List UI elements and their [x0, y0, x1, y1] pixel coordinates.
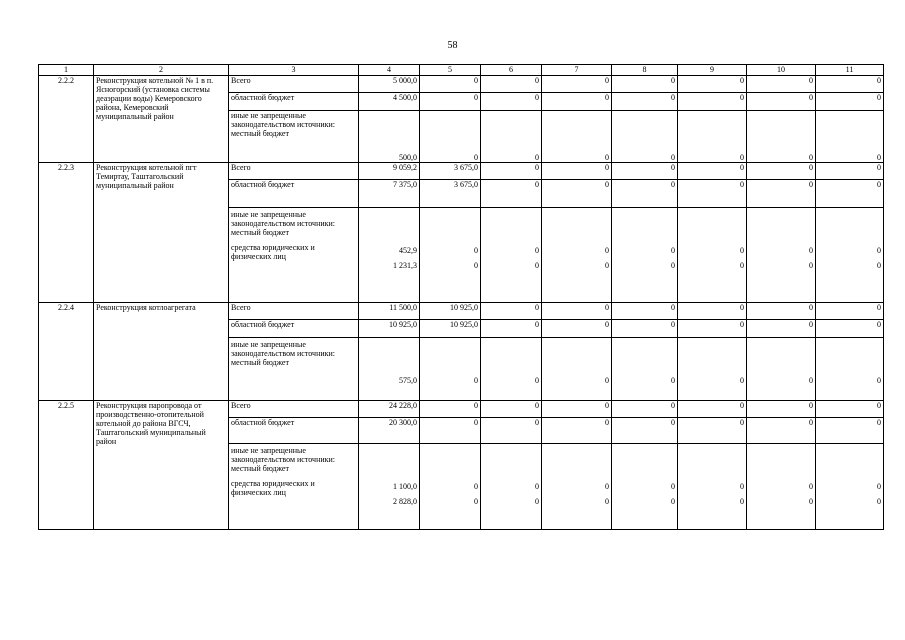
value-cell: 0: [420, 111, 481, 163]
local-value: 0: [809, 376, 813, 385]
entities-value: 0: [605, 497, 609, 506]
value-cell: 0: [747, 93, 816, 111]
value-cell: 0: [678, 180, 747, 208]
table-row: [39, 163, 884, 180]
source-label: областной бюджет: [229, 180, 359, 208]
local-budget-label: местный бюджет: [231, 129, 289, 138]
table-row: [39, 76, 884, 93]
entities-value: 0: [740, 261, 744, 270]
value-cell: [481, 338, 542, 401]
value-cell: 0: [612, 401, 678, 418]
value-cell: 0: [816, 93, 884, 111]
source-label: областной бюджет: [229, 93, 359, 111]
value-cell: 0: [542, 303, 612, 320]
value-cell: 3 675,0: [420, 180, 481, 208]
value-cell: 0: [481, 163, 542, 180]
legal-entities-label: средства юридических и физических лиц: [231, 243, 315, 261]
source-label: Всего: [229, 76, 359, 93]
value-cell: [359, 208, 420, 303]
value-cell: [747, 208, 816, 303]
value-cell: 0: [542, 111, 612, 163]
value-cell: 0: [420, 418, 481, 444]
entities-value: 1 231,3: [393, 261, 417, 270]
value-cell: [612, 338, 678, 401]
value-cell: [816, 208, 884, 303]
value-cell: 0: [612, 111, 678, 163]
local-value: 0: [671, 482, 675, 491]
local-value: 0: [740, 376, 744, 385]
local-value: 0: [535, 246, 539, 255]
local-value: 575,0: [399, 376, 417, 385]
entities-value: 0: [809, 261, 813, 270]
value-cell: 0: [542, 163, 612, 180]
value-cell: [420, 338, 481, 401]
local-value: 0: [809, 246, 813, 255]
value-cell: 0: [678, 76, 747, 93]
value-cell: 0: [481, 401, 542, 418]
entities-value: 0: [535, 497, 539, 506]
other-sources-label: иные не запрещенные законодательством источники:: [231, 340, 336, 358]
value-cell: [747, 338, 816, 401]
column-header-row: [39, 65, 884, 76]
local-value: 0: [605, 482, 609, 491]
local-budget-label: местный бюджет: [231, 228, 289, 237]
value-cell: 0: [481, 303, 542, 320]
value-cell: 7 375,0: [359, 180, 420, 208]
value-cell: 500,0: [359, 111, 420, 163]
value-cell: 0: [481, 111, 542, 163]
value-cell: 0: [747, 163, 816, 180]
value-cell: 0: [542, 93, 612, 111]
entities-value: 0: [740, 497, 744, 506]
col-header-6: 6: [481, 65, 542, 76]
value-cell: 0: [678, 401, 747, 418]
col-header-11: 11: [816, 65, 884, 76]
value-cell: [678, 208, 747, 303]
entities-value: 0: [809, 497, 813, 506]
value-cell: 0: [747, 76, 816, 93]
value-cell: [420, 444, 481, 530]
value-cell: 0: [747, 401, 816, 418]
local-value: 0: [740, 482, 744, 491]
value-cell: [816, 338, 884, 401]
value-cell: 0: [612, 180, 678, 208]
value-cell: 9 059,2: [359, 163, 420, 180]
col-header-8: 8: [612, 65, 678, 76]
value-cell: [816, 444, 884, 530]
value-cell: 0: [678, 320, 747, 338]
value-cell: 0: [612, 303, 678, 320]
value-cell: 0: [816, 401, 884, 418]
value-cell: 0: [747, 303, 816, 320]
source-label: областной бюджет: [229, 320, 359, 338]
value-cell: [612, 444, 678, 530]
value-cell: 0: [612, 163, 678, 180]
value-cell: 0: [678, 111, 747, 163]
value-cell: 0: [612, 320, 678, 338]
col-header-9: 9: [678, 65, 747, 76]
value-cell: [359, 444, 420, 530]
page-number: 58: [447, 40, 458, 51]
entities-value: 0: [605, 261, 609, 270]
value-cell: 0: [481, 180, 542, 208]
entities-value: 0: [877, 261, 881, 270]
value-cell: [678, 444, 747, 530]
value-cell: 0: [420, 76, 481, 93]
local-value: 452,9: [399, 246, 417, 255]
source-label: областной бюджет: [229, 418, 359, 444]
value-cell: 0: [420, 401, 481, 418]
value-cell: [542, 208, 612, 303]
value-cell: 10 925,0: [420, 303, 481, 320]
value-cell: 24 228,0: [359, 401, 420, 418]
value-cell: 0: [816, 303, 884, 320]
value-cell: 0: [420, 93, 481, 111]
budget-table: [38, 64, 884, 530]
other-sources-label: иные не запрещенные законодательством источники:: [231, 446, 336, 464]
local-value: 0: [809, 482, 813, 491]
local-value: 1 100,0: [393, 482, 417, 491]
other-sources-label: иные не запрещенные законодательством источники:: [231, 210, 336, 228]
value-cell: 0: [481, 320, 542, 338]
source-label: Всего: [229, 303, 359, 320]
entities-value: 0: [474, 261, 478, 270]
value-cell: 0: [747, 180, 816, 208]
value-cell: 0: [612, 93, 678, 111]
local-value: 0: [877, 482, 881, 491]
local-budget-label: местный бюджет: [231, 464, 289, 473]
value-cell: [359, 338, 420, 401]
value-cell: 10 925,0: [359, 320, 420, 338]
value-cell: 0: [481, 418, 542, 444]
value-cell: 0: [542, 180, 612, 208]
value-cell: 0: [816, 180, 884, 208]
legal-entities-label: средства юридических и физических лиц: [231, 479, 315, 497]
row-number: 2.2.4: [39, 303, 94, 401]
local-value: 0: [877, 246, 881, 255]
value-cell: 4 500,0: [359, 93, 420, 111]
value-cell: 0: [481, 93, 542, 111]
row-number: 2.2.5: [39, 401, 94, 530]
value-cell: 0: [678, 418, 747, 444]
value-cell: [542, 338, 612, 401]
entities-value: 0: [535, 261, 539, 270]
local-value: 0: [474, 376, 478, 385]
col-header-3: 3: [229, 65, 359, 76]
row-number: 2.2.3: [39, 163, 94, 303]
local-value: 0: [671, 246, 675, 255]
value-cell: 0: [542, 320, 612, 338]
value-cell: 0: [816, 418, 884, 444]
row-number: 2.2.2: [39, 76, 94, 163]
value-cell: 11 500,0: [359, 303, 420, 320]
other-sources-label: иные не запрещенные законодательством источники:: [231, 111, 336, 129]
value-cell: [678, 338, 747, 401]
value-cell: 0: [612, 418, 678, 444]
value-cell: 0: [747, 111, 816, 163]
table-row: [39, 303, 884, 320]
value-cell: 0: [816, 76, 884, 93]
value-cell: 0: [678, 163, 747, 180]
value-cell: [481, 444, 542, 530]
value-cell: 0: [542, 401, 612, 418]
value-cell: [747, 444, 816, 530]
value-cell: 0: [542, 418, 612, 444]
local-value: 0: [474, 482, 478, 491]
col-header-4: 4: [359, 65, 420, 76]
source-label: Всего: [229, 163, 359, 180]
local-value: 0: [671, 376, 675, 385]
col-header-1: 1: [39, 65, 94, 76]
value-cell: 0: [612, 76, 678, 93]
source-label: [229, 338, 359, 401]
measure-name: Реконструкция котельной № 1 в п. Ясногорский (установка системы деаэрации воды) Кемеровского района, Кемеровский муниципальный район: [94, 76, 229, 163]
col-header-10: 10: [747, 65, 816, 76]
entities-value: 0: [671, 497, 675, 506]
value-cell: 0: [747, 418, 816, 444]
value-cell: [481, 208, 542, 303]
local-value: 0: [474, 246, 478, 255]
value-cell: 0: [542, 76, 612, 93]
local-value: 0: [535, 482, 539, 491]
value-cell: [542, 444, 612, 530]
entities-value: 0: [671, 261, 675, 270]
col-header-7: 7: [542, 65, 612, 76]
col-header-5: 5: [420, 65, 481, 76]
measure-name: Реконструкция котлоагрегата: [94, 303, 229, 401]
local-value: 0: [535, 376, 539, 385]
value-cell: 0: [816, 163, 884, 180]
local-budget-label: местный бюджет: [231, 358, 289, 367]
entities-value: 0: [474, 497, 478, 506]
local-value: 0: [605, 246, 609, 255]
entities-value: 2 828,0: [393, 497, 417, 506]
value-cell: 0: [678, 303, 747, 320]
value-cell: [420, 208, 481, 303]
source-label: [229, 111, 359, 163]
value-cell: 20 300,0: [359, 418, 420, 444]
value-cell: 0: [678, 93, 747, 111]
value-cell: 5 000,0: [359, 76, 420, 93]
value-cell: 10 925,0: [420, 320, 481, 338]
entities-value: 0: [877, 497, 881, 506]
measure-name: Реконструкция котельной пгт Темиртау, Таштагольский муниципальный район: [94, 163, 229, 303]
measure-name: Реконструкция паропровода от производственно-отопительной котельной до района ВГСЧ, Таштагольский муниципальный район: [94, 401, 229, 530]
local-value: 0: [740, 246, 744, 255]
value-cell: 0: [747, 320, 816, 338]
value-cell: [612, 208, 678, 303]
source-label: Всего: [229, 401, 359, 418]
local-value: 0: [877, 376, 881, 385]
col-header-2: 2: [94, 65, 229, 76]
value-cell: 0: [816, 320, 884, 338]
local-value: 0: [605, 376, 609, 385]
value-cell: 3 675,0: [420, 163, 481, 180]
value-cell: 0: [816, 111, 884, 163]
source-label: [229, 208, 359, 303]
table-row: [39, 401, 884, 418]
source-label: [229, 444, 359, 530]
value-cell: 0: [481, 76, 542, 93]
